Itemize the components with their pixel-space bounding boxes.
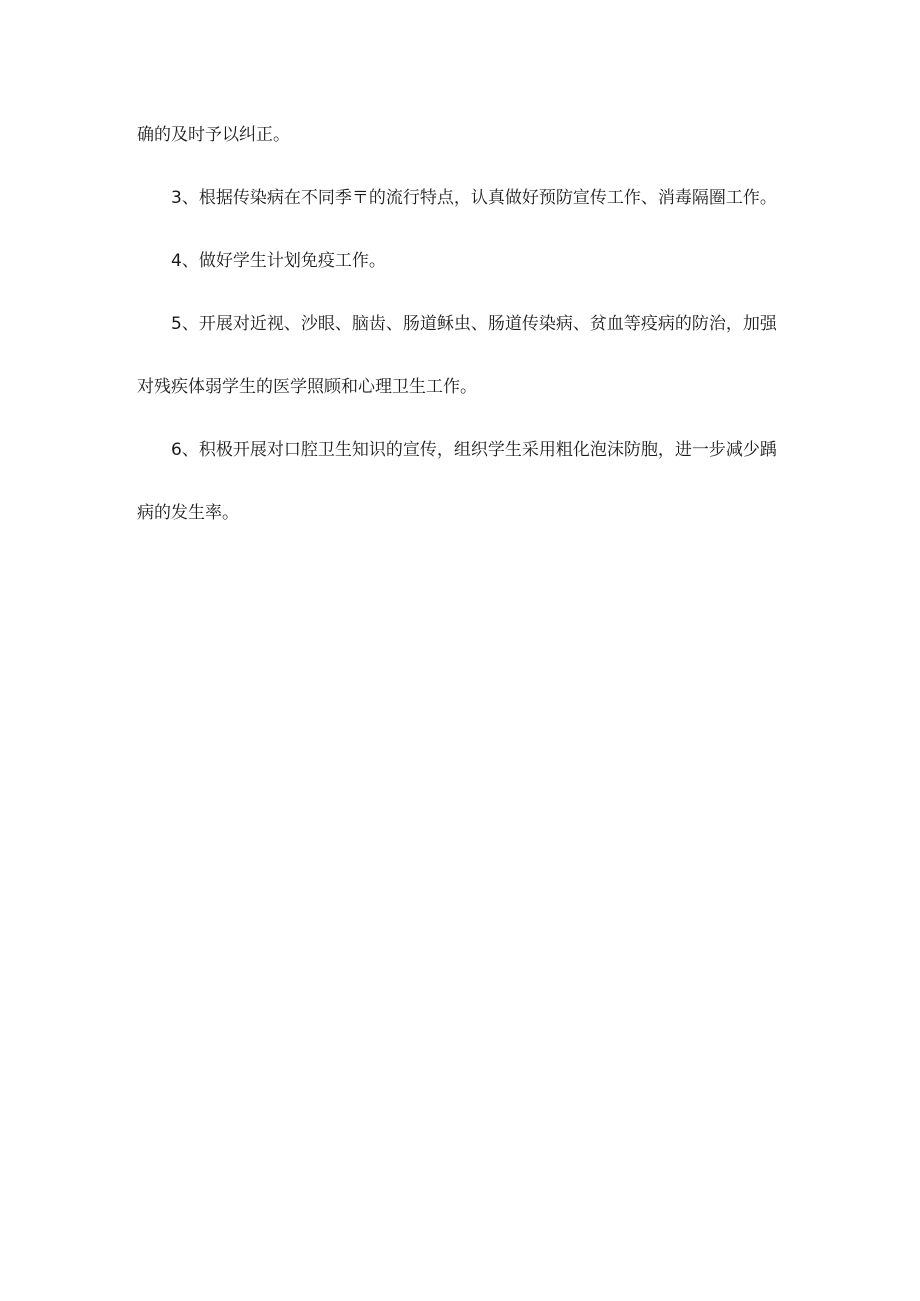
paragraph-item-4: [137, 246, 787, 276]
text-line: 对残疾体弱学生的医学照顾和心理卫生工作。: [137, 377, 477, 397]
paragraph-item-6: [137, 435, 787, 528]
text-line: 6、积极开展对口腔卫生知识的宣传，组织学生采用粗化泡沫防胞，进一步减少踽: [171, 440, 777, 460]
text-line: 病的发生率。: [137, 503, 239, 523]
paragraph-continuation: [137, 120, 787, 150]
document-body: [137, 120, 787, 561]
paragraph-item-3: [137, 183, 787, 213]
text-line: 5、开展对近视、沙眼、脑齿、肠道稣虫、肠道传染病、贫血等疫病的防治，加强: [171, 314, 777, 334]
paragraph-item-5: [137, 309, 787, 402]
text-line: 4、做好学生计划免疫工作。: [171, 251, 386, 271]
text-line: 3、根据传染病在不同季〒的流行特点，认真做好预防宣传工作、消毒隔圈工作。: [171, 188, 777, 208]
text-line: 确的及时予以纠正。: [137, 125, 290, 145]
